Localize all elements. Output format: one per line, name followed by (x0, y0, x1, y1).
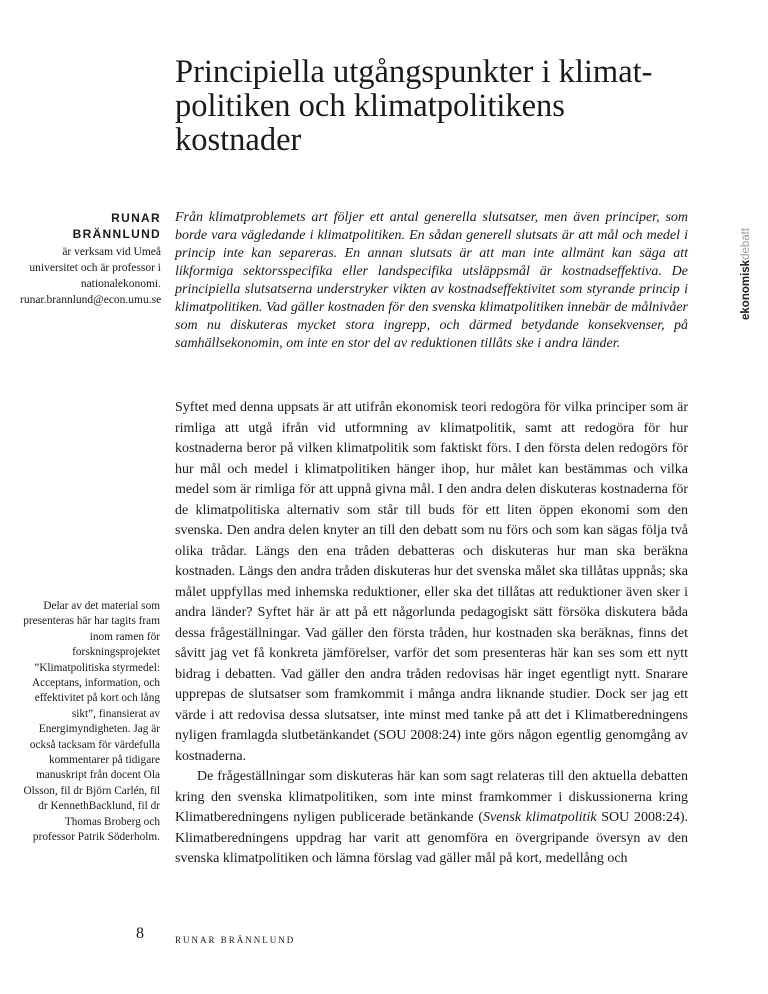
page-number: 8 (136, 925, 144, 942)
author-block (20, 210, 161, 308)
body-paragraph: Syftet med denna uppsats är att utifrån ekonomisk teori redogöra för vilka principer som är rimliga att utgå ifrån vid utformning av klimatpolitik, samt att redogöra för hur kostnaderna beror på vilken klimatpolitik som faktiskt förs. I den första delen redogörs för hur mål och medel i klimatpolitiken hänger ihop, hur målet kan bestämmas och vilka medel som är rimliga för att uppnå givna mål. I den andra delen diskuteras kostnaderna för de klimatpolitiska alternativ som står till buds för ett liten öppen ekonomi som den svenska. Den andra delen knyter an till den debatt som nu förs och som kan sägas följa två olika trådar. Längs den ena tråden debatteras och diskuteras hur man ska beräkna kostnaden. Längs den andra tråden diskuteras hur det svenska målet ska tillåtas uppnås; ska målet uppfyllas med inhemska reduktioner, eller ska det tillåtas att reduktioner även sker i andra länder? Syftet här är att på ett någorlunda pedagogiskt sätt försöka diskutera båda dessa frågeställningar. Vad gäller den första tråden, hur kostnaden ska beräknas, finns det såvitt jag vet få konkreta jämförelser, varför det som presenteras här kan ses som ett nytt bidrag i debatten. Vad gäller den andra tråden redovisas här inget egentligt nytt. Snarare upprepas de slutsatser som framkommit i många andra liknande studier. Dock ser jag ett värde i att redovisa dessa slutsatser, inte minst med tanke på att det i Klimatberedningens nyligen framlagda slutbetänkandet (SOU 2008:24) inte görs någon egentlig genomgång av kostnaderna. (175, 400, 688, 764)
article-title: Principiella utgångspunkter i klimat-politiken och klimatpolitikens kostnader (175, 54, 653, 158)
journal-section-tab (736, 220, 752, 320)
author-name: RUNAR BRÄNNLUND (72, 211, 161, 241)
paragraph-text: SOU 2008:24). Klimatberedningens uppdrag har varit att genomföra en övergripande översyn av den svenska klimatpolitiken och lämna förslag vad gäller mål på kort, medellång och (175, 810, 689, 866)
journal-name-light: debatt (740, 227, 752, 260)
body-paragraph (175, 767, 688, 870)
article-body (175, 398, 688, 870)
running-head: RUNAR BRÄNNLUND (175, 935, 296, 945)
margin-note: Delar av det material som presenteras här har tagits fram inom ramen för forskningsprojektet ”Klimatpolitiska styrmedel: Acceptans, information, och effektivitet på kort och lång sikt”, finansierat av Energimyndigheten. Jag är också tacksam för värdefulla kommentarer på tidigare manuskript från docent Ola Olsson, fil dr Björn Carlén, fil dr KennethBacklund, fil dr Thomas Broberg och professor Patrik Söderholm. (23, 600, 160, 844)
journal-name-bold: ekonomisk (740, 259, 752, 320)
cited-title: Svensk klimatpolitik (483, 810, 597, 825)
paragraph-text: De frågeställningar som diskuteras här kan som sagt relateras till den aktuella debatten kring den svenska klimatpolitiken, som inte minst framkommer i diskussionerna kring Klimatberedningens nyligen publicerade betänkande ( (175, 769, 688, 825)
author-bio: är verksam vid Umeå universitet och är professor i nationalekonomi. runar.brannlund@econ.umu.se (20, 246, 162, 306)
article-lead: Från klimatproblemets art följer ett antal generella slutsatser, men även principer, som borde vara vägledande i klimatpolitiken. En sådan generell slutsats är att mål och medel i princip inte kan separeras. En annan slutsats är att man inte allmänt kan säga att likformiga sektorsspecifika eller landspecifika utsläppsmål är kostnadseffektiva. De principiella slutsatserna understryker vikten av kostnadseffektivitet som styrande princip i klimatpolitiken. Vad gäller kostnaden för den svenska klimatpolitiken innebär de målnivåer som nu diskuteras mycket stora ingrepp, och därmed betydande konsekvenser, på samhällsekonomin, om inte en stor del av reduktionen tillåts ske i andra länder. (175, 210, 688, 351)
